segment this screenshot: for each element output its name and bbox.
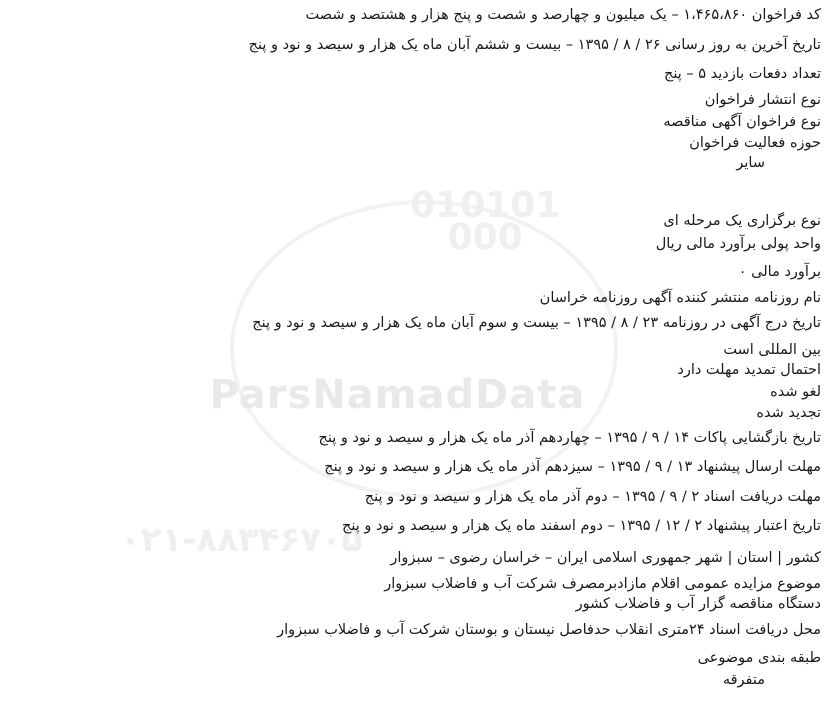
field-international (723, 340, 821, 360)
field-tender-code (306, 5, 821, 25)
field-newspaper (540, 288, 821, 308)
field-label: مهلت ارسال پیشنهاد (696, 459, 821, 475)
field-value: فراخوان (704, 92, 755, 108)
field-label: تجدید شده (756, 405, 821, 421)
field-label: تاریخ اعتبار پیشنهاد (706, 518, 821, 534)
field-organizer (576, 594, 821, 614)
field-value: سایر (736, 155, 765, 171)
field-value: آب و فاضلاب کشور (575, 596, 695, 612)
field-activity-area (689, 133, 821, 153)
field-label: تاریخ آخرین به روز رسانی (665, 37, 821, 53)
field-newspaper-date (252, 313, 821, 333)
field-visit-count (664, 64, 821, 84)
field-extension (677, 360, 821, 380)
field-value: ۲ / ۱۲ / ۱۳۹۵ – دوم اسفند ماه یک هزار و سیصد و نود و پنج (341, 518, 703, 534)
field-call-type (663, 112, 821, 132)
field-value: ۲ / ۹ / ۱۳۹۵ – دوم آذر ماه یک هزار و سیصد و نود و پنج (364, 489, 700, 505)
field-bid-deadline (324, 457, 821, 477)
field-label: تاریخ درج آگهی در روزنامه (662, 315, 821, 331)
field-value: روزنامه خراسان (539, 290, 638, 306)
field-label: احتمال تمدید مهلت دارد (677, 362, 821, 378)
field-label: حوزه فعالیت (743, 135, 821, 151)
field-label: کد فراخوان (751, 7, 821, 23)
watermark-digits-2: 000 (447, 217, 523, 258)
field-value: ۱،۴۶۵،۸۶۰ – یک میلیون و چهارصد و شصت و پنج هزار و هشتصد و شصت (305, 7, 748, 23)
watermark-digits-1: 010101 (410, 185, 561, 226)
field-label: نوع انتشار (759, 92, 821, 108)
field-label: محل دریافت اسناد (709, 622, 821, 638)
field-renewed (756, 403, 821, 423)
field-label: نوع برگزاری (746, 213, 821, 229)
field-publication-type (705, 90, 821, 110)
watermark-brand: ParsNamadData (209, 372, 586, 418)
field-value: ۰ (738, 264, 747, 280)
field-value: جمهوری اسلامی ایران – خراسان رضوی – سبزوار (390, 550, 692, 566)
watermark-digits (410, 185, 561, 258)
field-value: آگهی مناقصه (663, 114, 742, 130)
field-label: طبقه بندی موضوعی (697, 650, 821, 666)
field-label: دستگاه مناقصه گزار (699, 596, 821, 612)
field-label: موضوع (777, 576, 821, 592)
field-value: فراخوان (689, 135, 740, 151)
field-bid-validity (342, 516, 821, 536)
field-docs-deadline (365, 487, 821, 507)
field-holding-type (663, 211, 821, 231)
field-value: ۱۴ / ۹ / ۱۳۹۵ – چهاردهم آذر ماه یک هزار و سیصد و نود و پنج (318, 430, 690, 446)
field-value: ریال (655, 236, 682, 252)
field-value: مزایده عمومی اقلام مازادبرمصرف شرکت آب و فاضلاب سبزوار (384, 576, 773, 592)
field-subject (384, 574, 821, 594)
field-last-update (249, 35, 821, 55)
field-category (698, 648, 821, 668)
field-cancelled (770, 382, 821, 402)
field-label: لغو شده (770, 384, 821, 400)
field-label: تاریخ بازگشایی پاکات (693, 430, 821, 446)
field-value: ۲۴متری انقلاب حدفاصل نیستان و بوستان شرکت آب و فاضلاب سبزوار (277, 622, 705, 638)
field-value: متفرقه (722, 672, 765, 688)
field-value: ۱۳ / ۹ / ۱۳۹۵ – سیزدهم آذر ماه یک هزار و سیصد و نود و پنج (324, 459, 693, 475)
watermark-seal (230, 200, 618, 498)
field-value: ۲۶ / ۸ / ۱۳۹۵ – بیست و ششم آبان ماه یک هزار و سیصد و نود و پنج (248, 37, 661, 53)
field-label: برآورد مالی (751, 264, 821, 280)
field-label: نام روزنامه منتشر کننده آگهی (642, 290, 821, 306)
field-label: نوع فراخوان (746, 114, 821, 130)
field-value: ۲۳ / ۸ / ۱۳۹۵ – بیست و سوم آبان ماه یک هزار و سیصد و نود و پنج (252, 315, 659, 331)
watermark-phone: ۰۲۱-۸۸۳۴۶۷۰۵ (120, 520, 363, 560)
field-label: تعداد دفعات بازدید (710, 66, 821, 82)
field-label: بین المللی است (723, 342, 821, 358)
field-label: واحد پولی برآورد مالی (686, 236, 821, 252)
field-category-sub (723, 670, 765, 690)
field-label: مهلت دریافت اسناد (703, 489, 821, 505)
field-opening-date (319, 428, 822, 448)
field-estimate (739, 262, 821, 282)
field-value: ۵ – پنج (663, 66, 707, 82)
field-currency (656, 234, 821, 254)
field-activity-sub (736, 153, 765, 173)
field-label: کشور | استان | شهر (696, 550, 821, 566)
field-value: یک مرحله ای (663, 213, 743, 229)
field-docs-location (277, 620, 821, 640)
field-location (390, 548, 821, 568)
